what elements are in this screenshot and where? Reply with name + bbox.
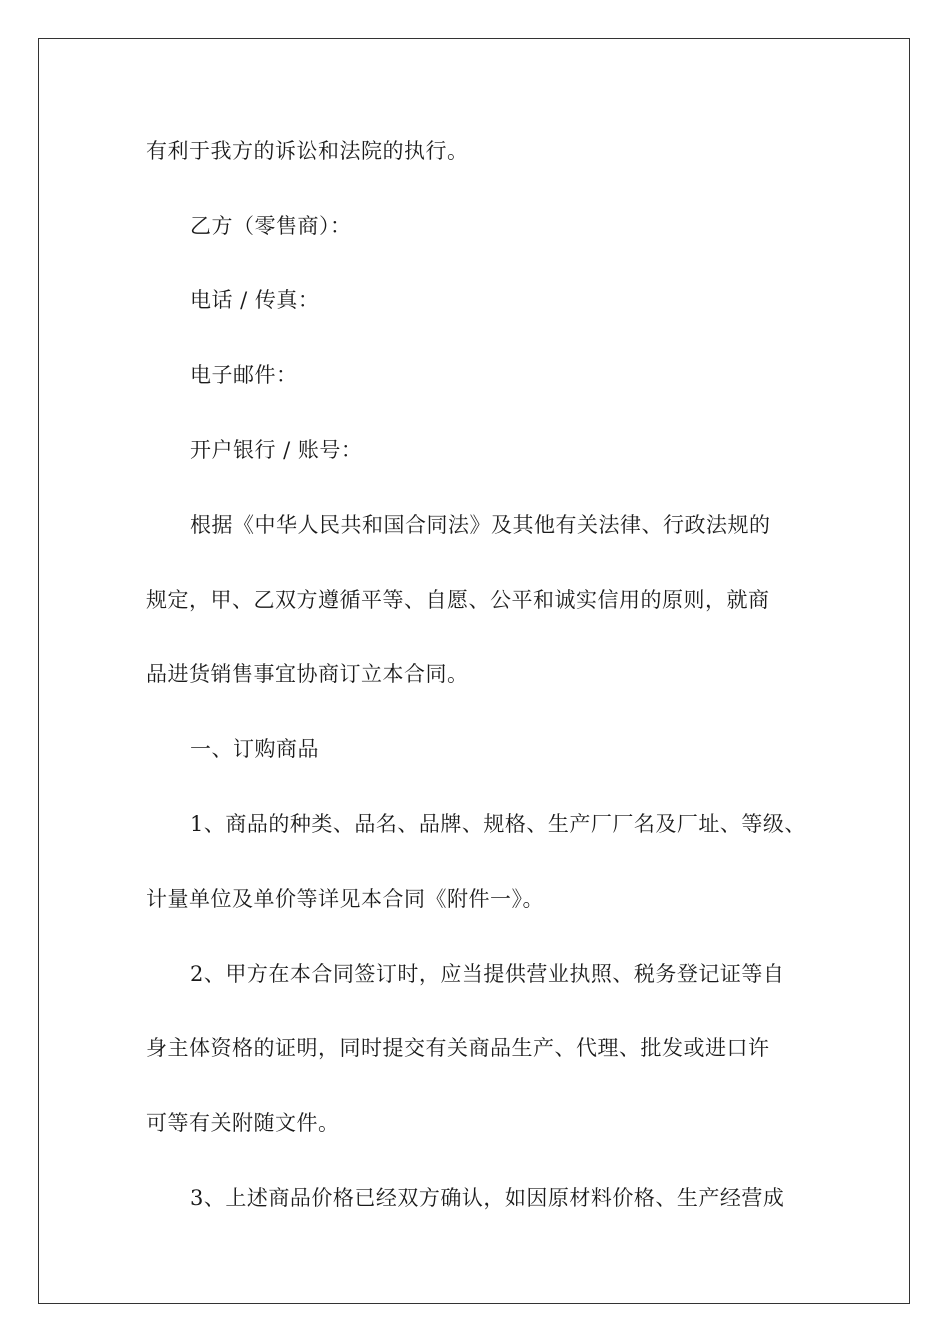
email-label: 电子邮件： [190,363,298,387]
phone-fax-label: 电话 / 传真： [190,288,320,312]
party-b-label: 乙方（零售商）： [190,214,352,238]
clause-1-line-1: 1、商品的种类、品名、品牌、规格、生产厂厂名及厂址、等级、 [190,812,806,836]
text-line-continuation: 有利于我方的诉讼和法院的执行。 [146,139,469,163]
section-heading-order-goods: 一、订购商品 [190,737,319,761]
bank-account-label: 开户银行 / 账号： [190,438,363,462]
clause-3-line-1: 3、上述商品价格已经双方确认，如因原材料价格、生产经营成 [190,1186,785,1210]
clause-2-line-1: 2、甲方在本合同签订时，应当提供营业执照、税务登记证等自 [190,962,785,986]
preamble-line-3: 品进货销售事宜协商订立本合同。 [146,662,469,686]
clause-1-line-2: 计量单位及单价等详见本合同《附件一》。 [146,887,544,911]
preamble-line-2: 规定，甲、乙双方遵循平等、自愿、公平和诚实信用的原则，就商 [146,588,770,612]
preamble-line-1: 根据《中华人民共和国合同法》及其他有关法律、行政法规的 [190,513,771,537]
clause-2-line-2: 身主体资格的证明，同时提交有关商品生产、代理、批发或进口许 [146,1036,770,1060]
clause-2-line-3: 可等有关附随文件。 [146,1111,340,1135]
